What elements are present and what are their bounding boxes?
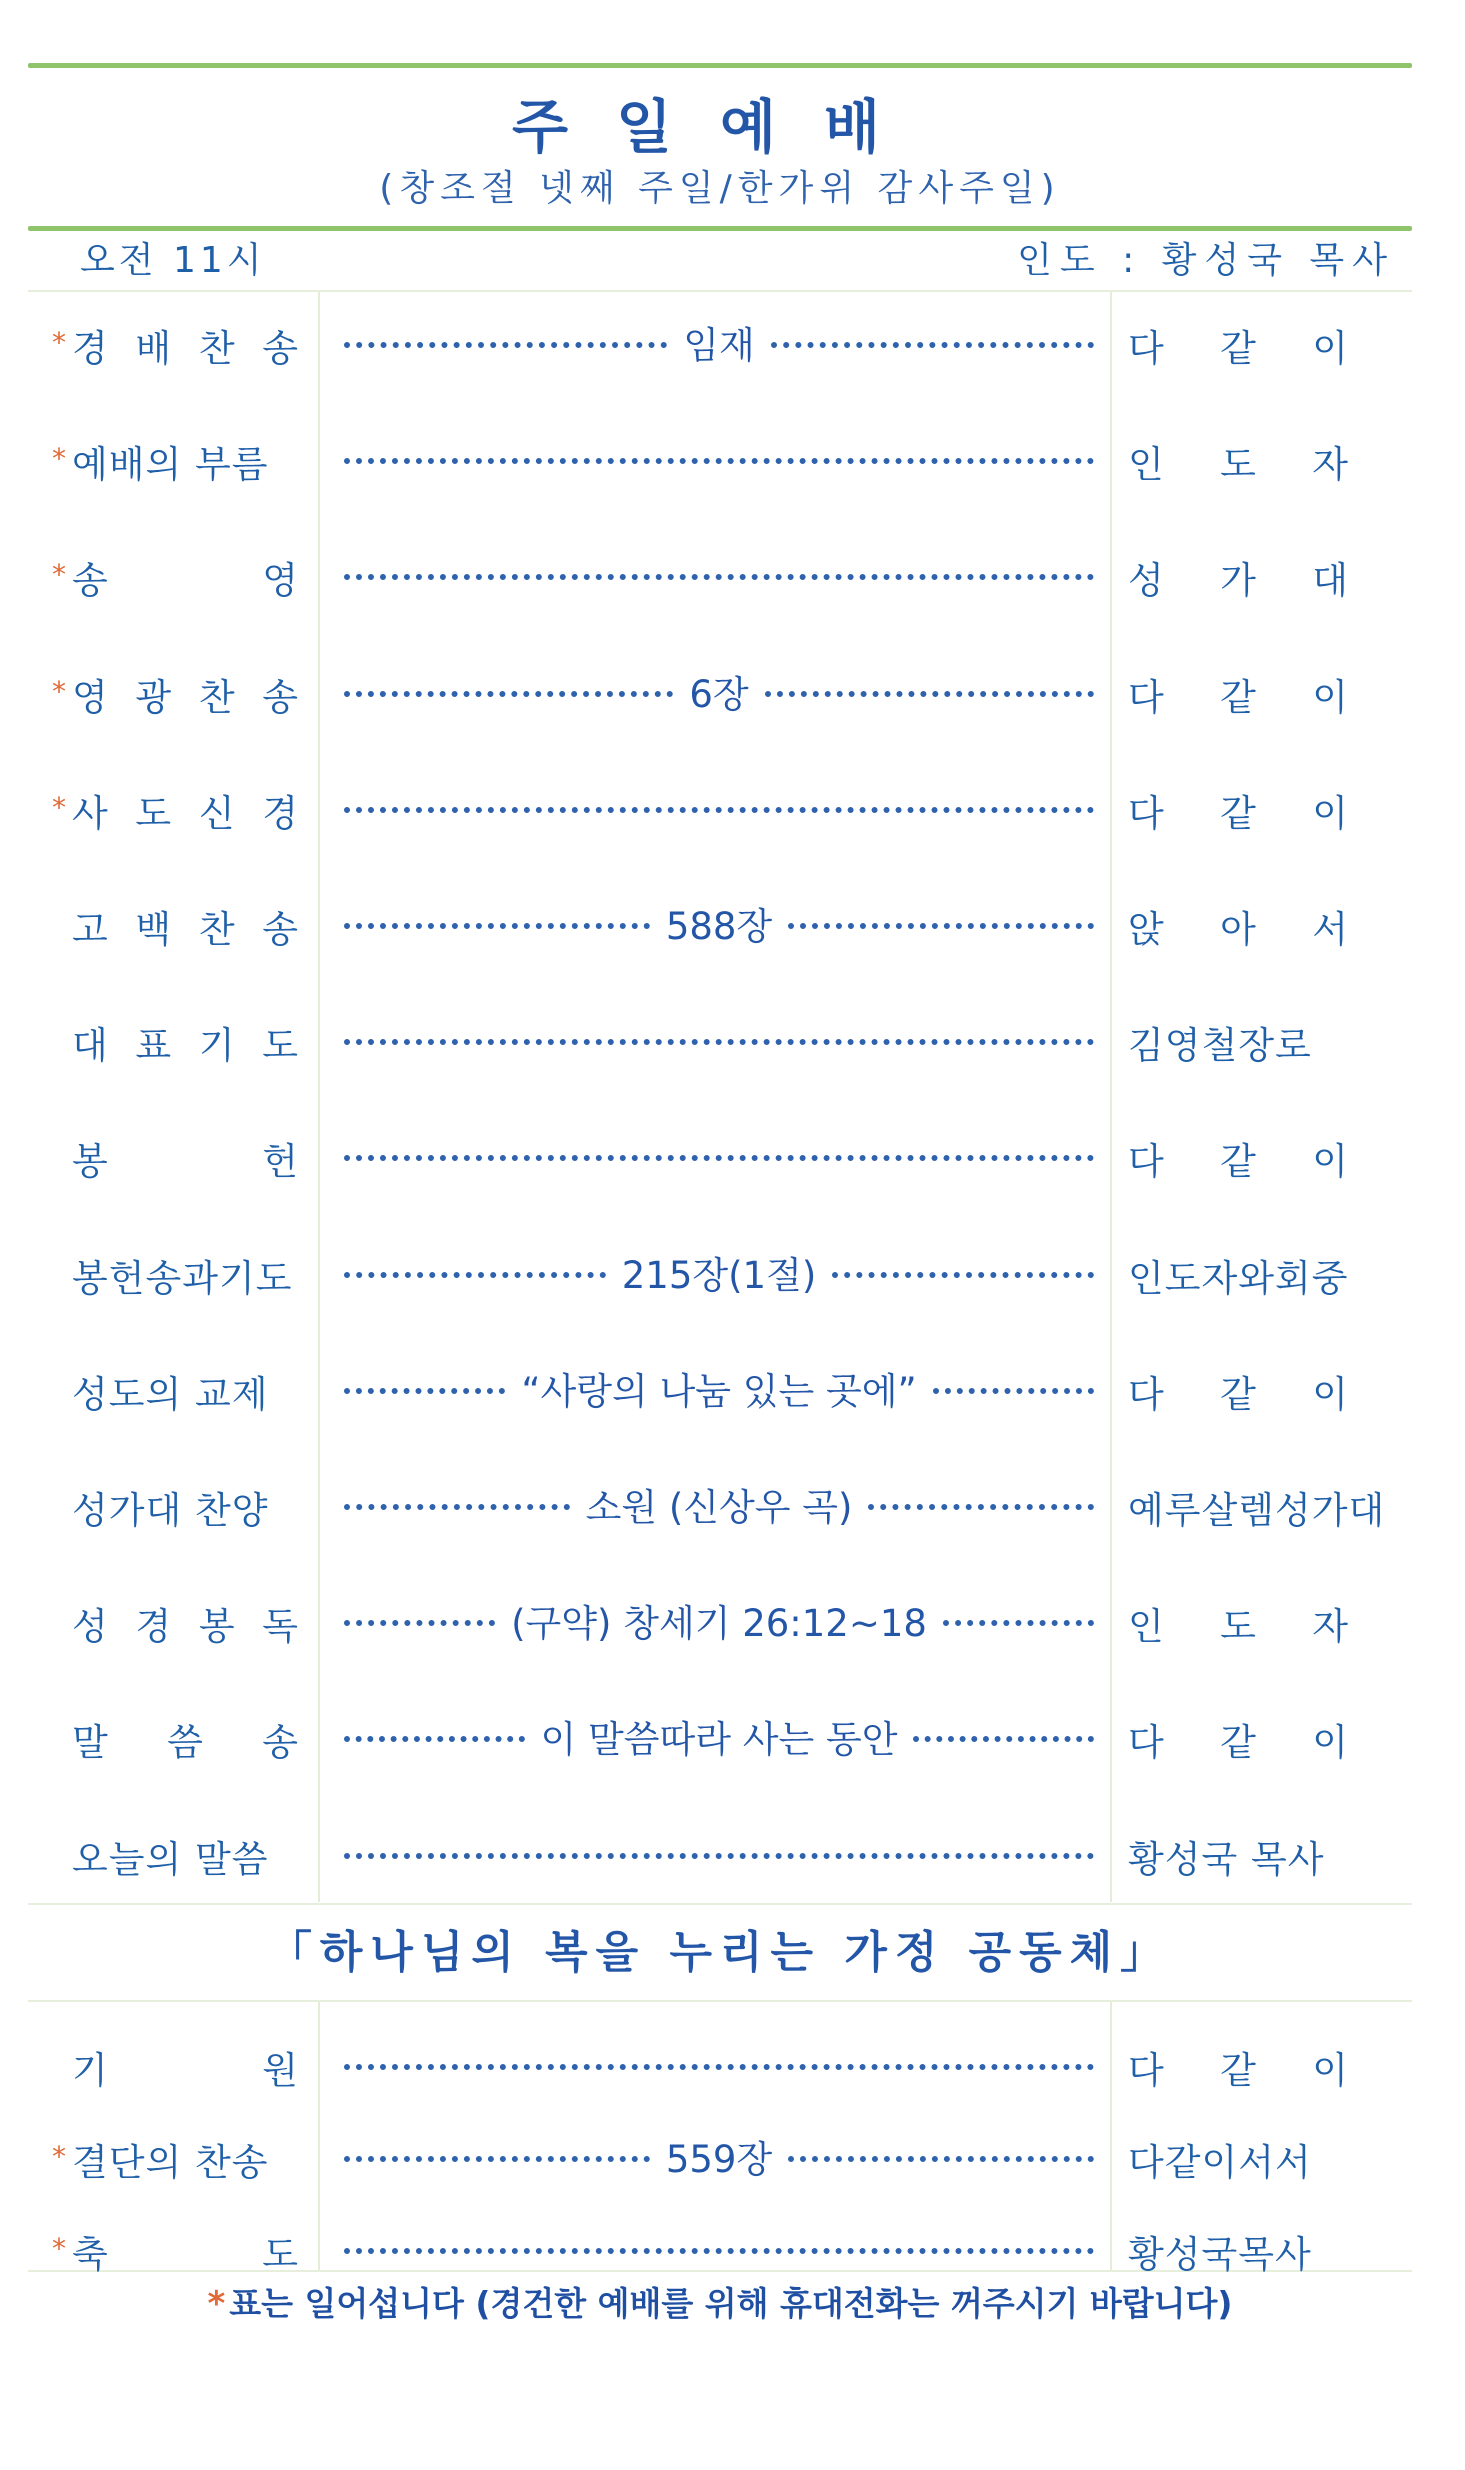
order-item-detail-text: 소원 (신상우 곡): [585, 1486, 853, 1529]
order-item-detail: [344, 1594, 1094, 1646]
order-item-detail: [344, 2038, 1094, 2090]
order-item: [0, 2126, 1465, 2186]
order-item-responsible: 성 가 대: [1128, 559, 1348, 603]
leader-dots: [344, 342, 667, 348]
order-item-label: 영 광 찬 송: [72, 675, 298, 719]
order-item-label: 예배의 부름: [72, 443, 269, 487]
order-item-responsible: 앉 아 서: [1128, 908, 1348, 951]
leader-dots: [344, 2156, 650, 2162]
leader-dots: [868, 1504, 1094, 1510]
order-item-label: 대 표 기 도: [72, 1024, 298, 1068]
order-item: [0, 1474, 1465, 1534]
order-item-label: 축 도: [72, 2233, 298, 2276]
leader-dots: [344, 1620, 495, 1626]
order-item-responsible: 다 같 이: [1128, 327, 1348, 370]
order-item-detail-text: “사랑의 나눔 있는 곳에”: [521, 1369, 917, 1413]
leader-dots: [344, 691, 673, 697]
sermon-title: 「하나님의 복을 누리는 가정 공동체」: [267, 1927, 1173, 1978]
order-item-label: 경 배 찬 송: [72, 327, 298, 370]
order-item-detail: [344, 316, 1094, 368]
order-item: [0, 661, 1465, 721]
leader-dots: [344, 1736, 525, 1742]
standing-star-icon: *: [52, 790, 66, 824]
order-item-detail-text: 이 말씀따라 사는 동안: [540, 1718, 898, 1762]
leader-dots: [913, 1736, 1094, 1742]
order-item: [0, 312, 1465, 372]
order-item-detail-text: (구약) 창세기 26:12~18: [511, 1602, 927, 1646]
order-item-detail: [344, 1710, 1094, 1762]
order-item-label: 고 백 찬 송: [72, 908, 298, 951]
leader-dots: [765, 691, 1094, 697]
order-item: [0, 1009, 1465, 1069]
page-subtitle: (창조절 넷째 주일/한가위 감사주일): [379, 168, 1061, 209]
leader-dots: [344, 458, 1094, 464]
footer-star-icon: *: [207, 2284, 226, 2324]
order-item-detail-text: 559장: [665, 2138, 773, 2181]
order-item-label: 기 원: [72, 2049, 298, 2092]
leader-dots: [933, 1388, 1094, 1394]
order-item-responsible: 인도자와회중: [1128, 1256, 1349, 1300]
leader-dots: [344, 1039, 1094, 1045]
order-item-detail: [344, 1129, 1094, 1181]
header-rule: [28, 226, 1412, 231]
leader-dots: [344, 2248, 1094, 2254]
page-title: 주일예배: [511, 93, 929, 161]
order-item-responsible: 다 같 이: [1128, 1721, 1348, 1765]
order-item-responsible: 다 같 이: [1128, 1140, 1348, 1184]
order-item-detail: [344, 1362, 1094, 1414]
order-item-label: 봉헌송과기도: [72, 1256, 293, 1300]
leader-dots: [943, 1620, 1094, 1626]
footer-text: 표는 일어섭니다 (경건한 예배를 위해 휴대전화는 꺼주시기 바랍니다): [229, 2284, 1233, 2323]
order-item: [0, 777, 1465, 837]
leader-dots: [344, 574, 1094, 580]
order-item-label: 성도의 교제: [72, 1372, 269, 1416]
service-time: 오전 11시: [80, 240, 266, 281]
order-item: [0, 1242, 1465, 1302]
service-leader: 인도 : 황성국 목사: [1017, 240, 1395, 281]
order-item-responsible: 인 도 자: [1128, 1605, 1348, 1649]
order-item-responsible: 황성국 목사: [1128, 1837, 1325, 1881]
standing-star-icon: *: [52, 442, 66, 476]
order-item-label: 오늘의 말씀: [72, 1837, 269, 1881]
order-item: [0, 1823, 1465, 1883]
order-item-detail: [344, 1246, 1094, 1298]
order-item-detail: [344, 432, 1094, 484]
order-item-detail-text: 6장: [689, 672, 749, 716]
order-item: [0, 893, 1465, 953]
order-item: [0, 544, 1465, 604]
standing-star-icon: *: [52, 558, 66, 592]
order-item-detail-text: 588장: [665, 905, 773, 948]
standing-star-icon: *: [52, 674, 66, 708]
order-item-detail: [344, 548, 1094, 600]
order-item-responsible: 다 같 이: [1128, 2049, 1348, 2092]
order-item-responsible: 다같이서서: [1128, 2141, 1312, 2184]
leader-dots: [344, 1272, 606, 1278]
leader-dots: [344, 923, 650, 929]
leader-dots: [344, 807, 1094, 813]
order-item-responsible: 김영철장로: [1128, 1024, 1312, 1068]
order-item: [0, 1706, 1465, 1766]
leader-dots: [344, 1853, 1094, 1859]
leader-dots: [788, 923, 1094, 929]
order-item-label: 성가대 찬양: [72, 1489, 269, 1532]
order-item-label: 결단의 찬송: [72, 2141, 269, 2184]
order-item-detail-text: 215장(1절): [621, 1253, 817, 1297]
order-item-responsible: 다 같 이: [1128, 791, 1348, 835]
standing-star-icon: *: [52, 326, 66, 359]
order-item-detail: [344, 897, 1094, 949]
order-item-responsible: 예루살렘성가대: [1128, 1489, 1386, 1532]
order-item-label: 말 씀 송: [72, 1721, 298, 1765]
order-item: [0, 2034, 1465, 2094]
meta-divider: [28, 290, 1412, 292]
leader-dots: [788, 2156, 1094, 2162]
order-item-detail: [344, 2130, 1094, 2182]
order-item-detail: [344, 781, 1094, 833]
closing-top-divider: [28, 2000, 1412, 2002]
order-item: [0, 1590, 1465, 1650]
leader-dots: [771, 342, 1094, 348]
order-item-label: 사 도 신 경: [72, 791, 298, 835]
footer-note: [0, 2278, 1440, 2325]
leader-dots: [344, 1504, 570, 1510]
column-divider-right: [1110, 292, 1112, 1902]
standing-star-icon: *: [52, 2140, 66, 2173]
order-item-label: 송 영: [72, 559, 298, 603]
leader-dots: [344, 1155, 1094, 1161]
order-item-detail: [344, 1013, 1094, 1065]
order-item-detail: [344, 1478, 1094, 1530]
leader-dots: [344, 1388, 505, 1394]
order-item-label: 봉 헌: [72, 1140, 298, 1184]
top-rule: [28, 63, 1412, 68]
order-item-detail: [344, 2222, 1094, 2274]
leader-dots: [832, 1272, 1094, 1278]
order-item-detail: [344, 1827, 1094, 1879]
column-divider-left: [318, 292, 320, 1902]
order-item-responsible: 황성국목사: [1128, 2233, 1312, 2276]
order-item-label: 성 경 봉 독: [72, 1605, 298, 1649]
order-item: [0, 1125, 1465, 1185]
main-bottom-divider: [28, 1903, 1412, 1905]
order-item: [0, 1358, 1465, 1418]
standing-star-icon: *: [52, 2232, 66, 2265]
order-item: [0, 428, 1465, 488]
order-item-detail: [344, 665, 1094, 717]
order-item-responsible: 다 같 이: [1128, 1372, 1348, 1416]
order-item-responsible: 인 도 자: [1128, 443, 1348, 487]
order-item: [0, 2218, 1465, 2278]
leader-dots: [344, 2064, 1094, 2070]
order-item-detail-text: 임재: [683, 324, 755, 367]
order-item-responsible: 다 같 이: [1128, 675, 1348, 719]
